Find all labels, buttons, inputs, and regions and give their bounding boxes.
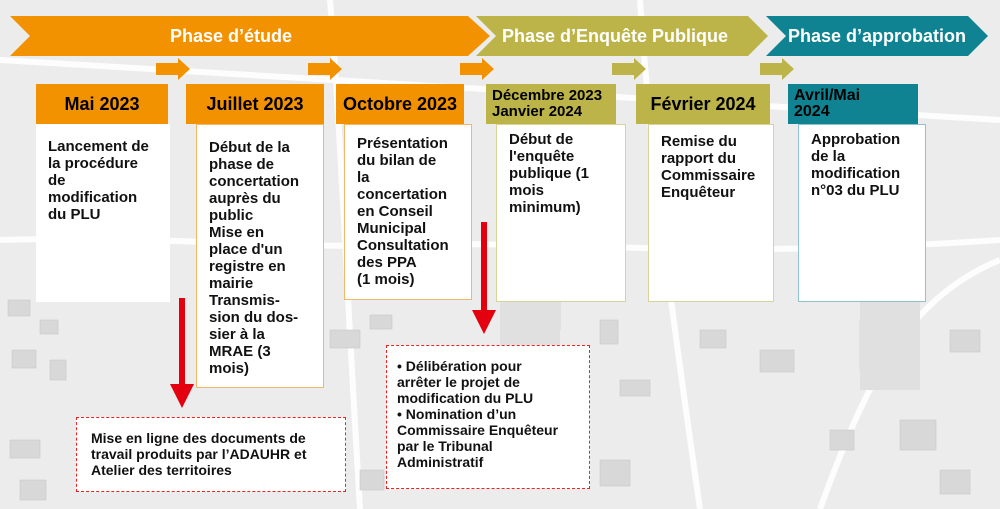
step-text-line: (1 mois) [357,271,415,288]
step-text-line: Remise du [661,133,737,150]
connector-arrow-icon [156,58,190,80]
step-card-decembre-2023 [496,124,626,302]
step-text-line: MRAE (3 [209,343,271,360]
step-text-line: auprès du [209,190,281,207]
step-text-line: Présentation [357,135,448,152]
step-text-line: Transmis- [209,292,280,309]
note-text-line: arrêter le projet de [397,374,520,390]
step-text-line: sier à la [209,326,265,343]
connector-arrow-icon [460,58,494,80]
step-text-line: minimum) [509,199,581,216]
step-text-line: de [48,172,66,189]
connector-arrow-icon [612,58,646,80]
phase-bar-enquete [476,16,768,56]
step-card-fevrier-2024 [648,124,774,302]
step-text-line: de la [811,148,846,165]
step-text-line: la procédure [48,155,139,172]
step-date-line: Avril/Mai [794,87,861,104]
note-text-line: par le Tribunal [397,438,493,454]
step-text-line: la [357,169,370,186]
phase-label: Phase d’Enquête Publique [502,26,729,46]
phase-bar-approbation [766,16,988,56]
step-text-line: mairie [209,275,254,292]
step-date-header [486,84,616,124]
step-date: Octobre 2023 [342,93,458,114]
step-date-header [36,84,168,124]
step-date-line: 2024 [794,103,830,120]
step-date-header [636,84,770,124]
step-date-header [186,84,324,124]
step-date: Février 2024 [650,93,756,114]
note-text-line: Administratif [397,454,484,470]
step-text-line: Consultation [357,237,449,254]
step-text-line: rapport du [661,150,736,167]
note-text-line: modification du PLU [397,390,534,406]
connector-arrow-icon [760,58,794,80]
step-text-line: Début de [509,131,574,148]
step-text-line: place d'un [209,241,283,258]
note-text-line: Commissaire Enquêteur [397,422,559,438]
step-text-line: en Conseil [357,203,433,220]
step-card-juillet-2023 [196,124,324,388]
step-date-header [788,84,918,124]
note-text-line: • Nomination d’un [397,406,517,422]
phase-label: Phase d’approbation [788,26,967,46]
step-text-line: sion du dos- [209,309,299,326]
red-down-arrow-icon [170,298,194,408]
step-text-line: Commissaire [661,167,756,184]
phase-label: Phase d’étude [170,26,293,46]
step-text-line: n°03 du PLU [811,182,900,199]
step-text-line: concertation [209,173,300,190]
step-text-line: Mise en [209,224,265,241]
step-date: Juillet 2023 [206,93,304,114]
step-text-line: des PPA [357,254,417,271]
note-text-line: Mise en ligne des documents de [91,430,306,446]
step-card-avril-mai-2024 [798,124,926,302]
note-text-line: travail produits par l’ADAUHR et [91,446,307,462]
step-date-line: Janvier 2024 [492,103,583,120]
connector-arrow-icon [308,58,342,80]
step-text-line: Lancement de [48,138,149,155]
step-text-line: modification [811,165,901,182]
step-text-line: Municipal [357,220,427,237]
step-text-line: mois) [209,360,250,377]
note-text-line: Atelier des territoires [91,462,232,478]
step-text-line: registre en [209,258,286,275]
note-text-line: • Délibération pour [397,358,522,374]
note-mise-en-ligne [76,417,346,492]
step-text-line: concertation [357,186,448,203]
step-text-line: du bilan de [357,152,437,169]
step-text-line: l'enquête [509,148,575,165]
step-text-line: mois [509,182,545,199]
step-card-octobre-2023 [344,124,472,300]
note-deliberation [386,345,590,489]
step-date-header [336,84,464,124]
step-text-line: Approbation [811,131,901,148]
step-text-line: Enquêteur [661,184,736,201]
step-text-line: Début de la [209,139,290,156]
step-text-line: phase de [209,156,275,173]
step-date: Mai 2023 [64,93,140,114]
red-down-arrow-icon [472,222,496,334]
step-date-line: Décembre 2023 [492,87,603,104]
step-text-line: modification [48,189,138,206]
step-text-line: publique (1 [509,165,589,182]
step-text-line: du PLU [48,206,101,223]
phase-bar-etude [0,16,490,56]
step-text-line: public [209,207,254,224]
step-card-mai-2023 [36,124,170,302]
